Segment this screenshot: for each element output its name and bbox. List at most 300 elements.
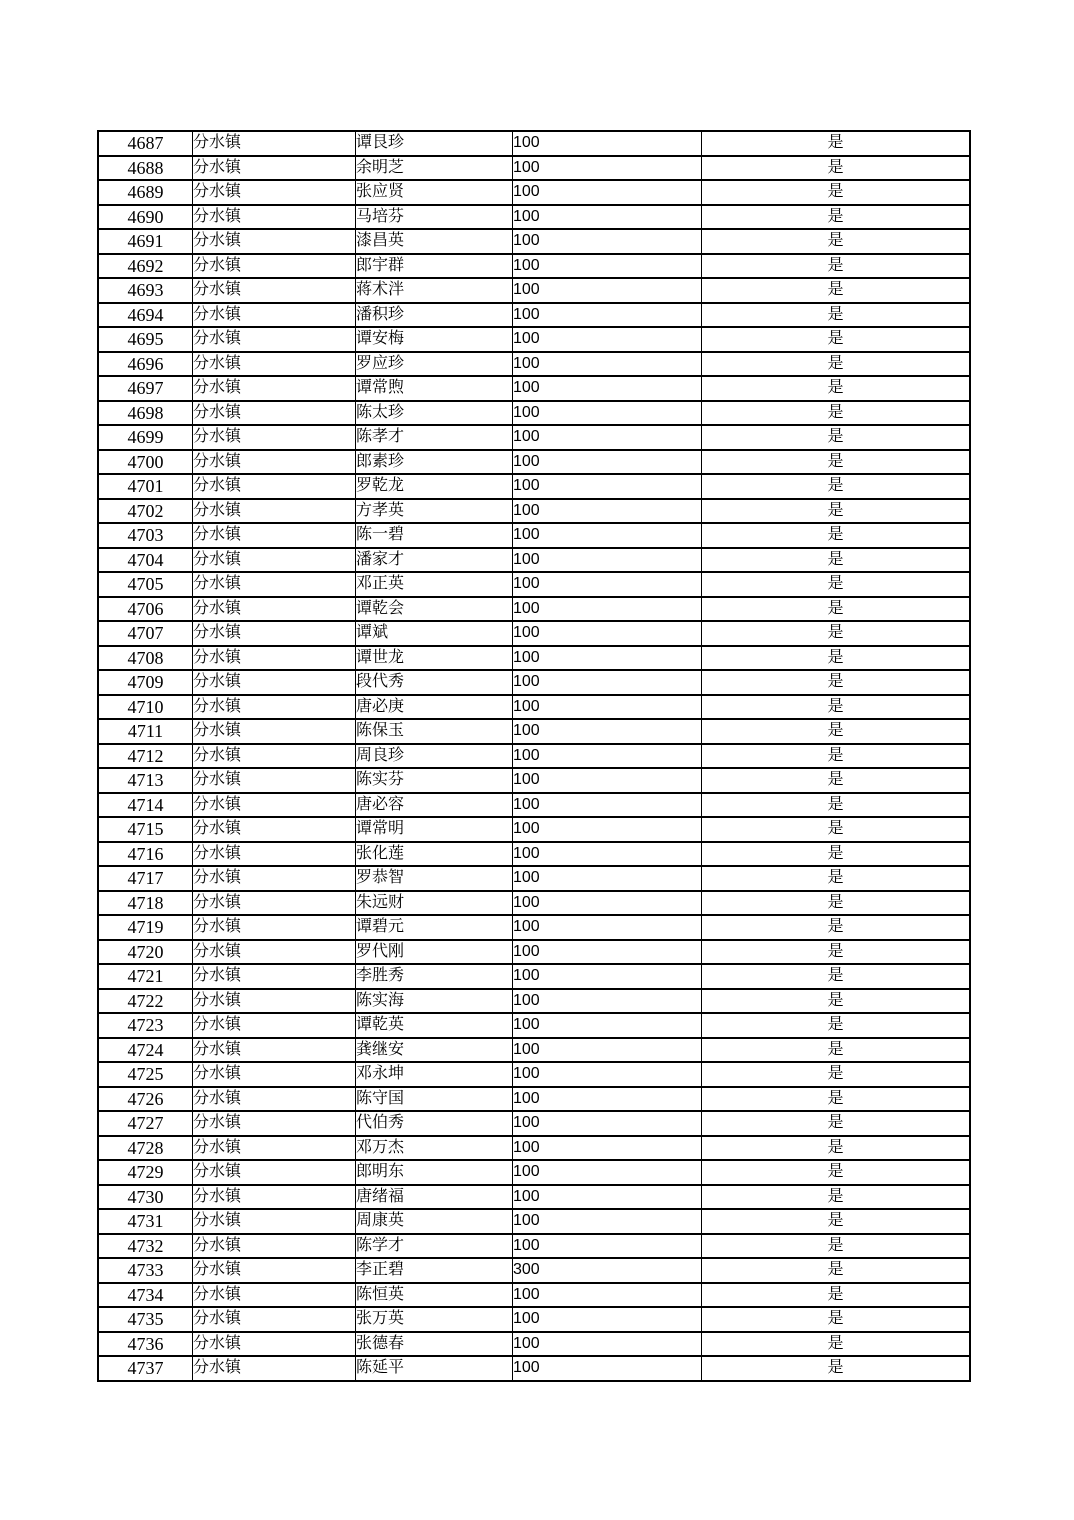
cell-confirm: 是: [702, 425, 971, 450]
cell-name: 谭世龙: [356, 646, 513, 671]
table-row: [98, 425, 970, 450]
cell-name: 邓正英: [356, 572, 513, 597]
cell-confirm: 是: [702, 842, 971, 867]
cell-confirm: 是: [702, 327, 971, 352]
cell-town: 分水镇: [193, 768, 356, 793]
cell-town: 分水镇: [193, 376, 356, 401]
cell-town: 分水镇: [193, 1111, 356, 1136]
table-row: [98, 401, 970, 426]
cell-name: 张万英: [356, 1307, 513, 1332]
table-row: [98, 156, 970, 181]
cell-id: 4732: [98, 1234, 193, 1259]
cell-name: 罗应珍: [356, 352, 513, 377]
cell-amount: 100: [513, 156, 702, 181]
cell-town: 分水镇: [193, 352, 356, 377]
cell-id: 4713: [98, 768, 193, 793]
cell-town: 分水镇: [193, 1160, 356, 1185]
cell-town: 分水镇: [193, 401, 356, 426]
cell-id: 4731: [98, 1209, 193, 1234]
cell-town: 分水镇: [193, 499, 356, 524]
cell-amount: 100: [513, 842, 702, 867]
cell-confirm: 是: [702, 719, 971, 744]
cell-confirm: 是: [702, 1160, 971, 1185]
table-row: [98, 793, 970, 818]
cell-id: 4708: [98, 646, 193, 671]
cell-name: 谭艮珍: [356, 131, 513, 156]
cell-id: 4704: [98, 548, 193, 573]
cell-town: 分水镇: [193, 1332, 356, 1357]
cell-name: 余明芝: [356, 156, 513, 181]
cell-amount: 100: [513, 572, 702, 597]
cell-name: 代伯秀: [356, 1111, 513, 1136]
cell-name: 郎宇群: [356, 254, 513, 279]
cell-amount: 100: [513, 303, 702, 328]
cell-confirm: 是: [702, 1136, 971, 1161]
cell-id: 4688: [98, 156, 193, 181]
cell-town: 分水镇: [193, 425, 356, 450]
cell-confirm: 是: [702, 180, 971, 205]
cell-name: 张应贤: [356, 180, 513, 205]
table-row: [98, 1038, 970, 1063]
cell-town: 分水镇: [193, 327, 356, 352]
table-row: [98, 1111, 970, 1136]
table-row: [98, 450, 970, 475]
cell-confirm: 是: [702, 1111, 971, 1136]
table-row: [98, 940, 970, 965]
cell-town: 分水镇: [193, 1283, 356, 1308]
table-row: [98, 205, 970, 230]
cell-confirm: 是: [702, 450, 971, 475]
cell-name: 谭常明: [356, 817, 513, 842]
cell-name: 方孝英: [356, 499, 513, 524]
cell-town: 分水镇: [193, 1356, 356, 1381]
cell-town: 分水镇: [193, 695, 356, 720]
cell-confirm: 是: [702, 548, 971, 573]
cell-name: 谭乾英: [356, 1013, 513, 1038]
cell-name: 陈学才: [356, 1234, 513, 1259]
cell-town: 分水镇: [193, 1038, 356, 1063]
cell-amount: 100: [513, 254, 702, 279]
cell-name: 马培芬: [356, 205, 513, 230]
table-row: [98, 744, 970, 769]
cell-id: 4710: [98, 695, 193, 720]
cell-confirm: 是: [702, 989, 971, 1014]
cell-id: 4702: [98, 499, 193, 524]
table-row: [98, 768, 970, 793]
cell-name: 陈延平: [356, 1356, 513, 1381]
cell-id: 4720: [98, 940, 193, 965]
cell-confirm: 是: [702, 695, 971, 720]
table-row: [98, 327, 970, 352]
cell-town: 分水镇: [193, 450, 356, 475]
table-row: [98, 1087, 970, 1112]
cell-town: 分水镇: [193, 254, 356, 279]
cell-name: 张化莲: [356, 842, 513, 867]
cell-confirm: 是: [702, 621, 971, 646]
table-row: [98, 670, 970, 695]
cell-town: 分水镇: [193, 866, 356, 891]
table-row: [98, 229, 970, 254]
cell-id: 4722: [98, 989, 193, 1014]
cell-name: 唐绪福: [356, 1185, 513, 1210]
cell-amount: 100: [513, 621, 702, 646]
cell-name: 潘家才: [356, 548, 513, 573]
cell-confirm: 是: [702, 768, 971, 793]
cell-amount: 100: [513, 768, 702, 793]
cell-id: 4717: [98, 866, 193, 891]
table-row: [98, 499, 970, 524]
table-row: [98, 303, 970, 328]
cell-amount: 100: [513, 131, 702, 156]
cell-name: 唐必容: [356, 793, 513, 818]
cell-confirm: 是: [702, 303, 971, 328]
cell-town: 分水镇: [193, 744, 356, 769]
cell-name: 朱远财: [356, 891, 513, 916]
cell-id: 4733: [98, 1258, 193, 1283]
cell-name: 陈实海: [356, 989, 513, 1014]
cell-confirm: 是: [702, 474, 971, 499]
table-row: [98, 646, 970, 671]
cell-id: 4687: [98, 131, 193, 156]
table-row: [98, 180, 970, 205]
cell-town: 分水镇: [193, 205, 356, 230]
cell-confirm: 是: [702, 793, 971, 818]
cell-amount: 100: [513, 670, 702, 695]
cell-town: 分水镇: [193, 793, 356, 818]
cell-confirm: 是: [702, 1356, 971, 1381]
table-row: [98, 1307, 970, 1332]
cell-confirm: 是: [702, 205, 971, 230]
cell-id: 4719: [98, 915, 193, 940]
cell-name: 陈实芬: [356, 768, 513, 793]
cell-confirm: 是: [702, 572, 971, 597]
cell-name: 罗代刚: [356, 940, 513, 965]
cell-town: 分水镇: [193, 964, 356, 989]
cell-amount: 100: [513, 1283, 702, 1308]
cell-amount: 100: [513, 1111, 702, 1136]
cell-name: 陈孝才: [356, 425, 513, 450]
cell-town: 分水镇: [193, 229, 356, 254]
cell-id: 4718: [98, 891, 193, 916]
cell-confirm: 是: [702, 1013, 971, 1038]
cell-amount: 100: [513, 229, 702, 254]
cell-confirm: 是: [702, 499, 971, 524]
table-row: [98, 131, 970, 156]
table-row: [98, 1356, 970, 1381]
cell-confirm: 是: [702, 1209, 971, 1234]
cell-amount: 100: [513, 940, 702, 965]
table-body: [98, 131, 970, 1381]
cell-town: 分水镇: [193, 670, 356, 695]
cell-confirm: 是: [702, 401, 971, 426]
cell-amount: 100: [513, 327, 702, 352]
cell-town: 分水镇: [193, 1209, 356, 1234]
cell-confirm: 是: [702, 1185, 971, 1210]
cell-name: 陈保玉: [356, 719, 513, 744]
table-row: [98, 1258, 970, 1283]
cell-id: 4689: [98, 180, 193, 205]
cell-id: 4726: [98, 1087, 193, 1112]
cell-town: 分水镇: [193, 156, 356, 181]
cell-id: 4691: [98, 229, 193, 254]
cell-id: 4695: [98, 327, 193, 352]
cell-amount: 100: [513, 474, 702, 499]
cell-confirm: 是: [702, 156, 971, 181]
cell-amount: 100: [513, 989, 702, 1014]
cell-id: 4727: [98, 1111, 193, 1136]
table-row: [98, 817, 970, 842]
cell-confirm: 是: [702, 1258, 971, 1283]
cell-id: 4690: [98, 205, 193, 230]
cell-name: 陈一碧: [356, 523, 513, 548]
cell-id: 4709: [98, 670, 193, 695]
cell-name: 邓永坤: [356, 1062, 513, 1087]
cell-amount: 100: [513, 793, 702, 818]
cell-town: 分水镇: [193, 646, 356, 671]
cell-amount: 100: [513, 1356, 702, 1381]
cell-confirm: 是: [702, 1283, 971, 1308]
cell-name: 漆昌英: [356, 229, 513, 254]
cell-confirm: 是: [702, 1234, 971, 1259]
cell-amount: 100: [513, 1013, 702, 1038]
cell-id: 4735: [98, 1307, 193, 1332]
cell-town: 分水镇: [193, 303, 356, 328]
cell-amount: 100: [513, 646, 702, 671]
cell-id: 4694: [98, 303, 193, 328]
cell-amount: 100: [513, 1307, 702, 1332]
cell-town: 分水镇: [193, 572, 356, 597]
cell-town: 分水镇: [193, 1258, 356, 1283]
cell-confirm: 是: [702, 229, 971, 254]
cell-confirm: 是: [702, 646, 971, 671]
cell-town: 分水镇: [193, 1185, 356, 1210]
table-row: [98, 1013, 970, 1038]
cell-town: 分水镇: [193, 842, 356, 867]
cell-amount: 100: [513, 376, 702, 401]
cell-name: 谭常煦: [356, 376, 513, 401]
cell-amount: 100: [513, 548, 702, 573]
table-row: [98, 548, 970, 573]
cell-town: 分水镇: [193, 597, 356, 622]
data-table: [97, 130, 971, 1382]
cell-confirm: 是: [702, 1038, 971, 1063]
cell-amount: 100: [513, 1160, 702, 1185]
cell-name: 段代秀: [356, 670, 513, 695]
cell-town: 分水镇: [193, 180, 356, 205]
cell-confirm: 是: [702, 352, 971, 377]
cell-id: 4736: [98, 1332, 193, 1357]
cell-amount: 100: [513, 597, 702, 622]
cell-town: 分水镇: [193, 523, 356, 548]
cell-name: 潘积珍: [356, 303, 513, 328]
cell-confirm: 是: [702, 523, 971, 548]
table-row: [98, 1136, 970, 1161]
cell-town: 分水镇: [193, 1062, 356, 1087]
cell-town: 分水镇: [193, 940, 356, 965]
cell-confirm: 是: [702, 1062, 971, 1087]
cell-amount: 100: [513, 1332, 702, 1357]
table-row: [98, 1062, 970, 1087]
cell-id: 4724: [98, 1038, 193, 1063]
cell-amount: 100: [513, 278, 702, 303]
cell-amount: 100: [513, 1087, 702, 1112]
table-row: [98, 352, 970, 377]
cell-name: 李胜秀: [356, 964, 513, 989]
table-row: [98, 278, 970, 303]
cell-id: 4706: [98, 597, 193, 622]
cell-id: 4705: [98, 572, 193, 597]
cell-name: 周康英: [356, 1209, 513, 1234]
cell-amount: 100: [513, 817, 702, 842]
cell-id: 4734: [98, 1283, 193, 1308]
cell-confirm: 是: [702, 964, 971, 989]
cell-name: 唐必庚: [356, 695, 513, 720]
cell-confirm: 是: [702, 744, 971, 769]
cell-amount: 100: [513, 964, 702, 989]
cell-id: 4703: [98, 523, 193, 548]
cell-town: 分水镇: [193, 621, 356, 646]
cell-id: 4692: [98, 254, 193, 279]
cell-name: 陈太珍: [356, 401, 513, 426]
cell-town: 分水镇: [193, 1136, 356, 1161]
cell-name: 罗乾龙: [356, 474, 513, 499]
cell-amount: 100: [513, 915, 702, 940]
cell-town: 分水镇: [193, 548, 356, 573]
cell-id: 4701: [98, 474, 193, 499]
cell-confirm: 是: [702, 940, 971, 965]
cell-amount: 100: [513, 1185, 702, 1210]
cell-amount: 100: [513, 401, 702, 426]
cell-id: 4737: [98, 1356, 193, 1381]
table-row: [98, 621, 970, 646]
cell-town: 分水镇: [193, 817, 356, 842]
cell-amount: 100: [513, 1209, 702, 1234]
cell-id: 4725: [98, 1062, 193, 1087]
table-row: [98, 1332, 970, 1357]
table-row: [98, 1185, 970, 1210]
cell-amount: 100: [513, 1136, 702, 1161]
cell-amount: 100: [513, 1234, 702, 1259]
cell-town: 分水镇: [193, 989, 356, 1014]
cell-name: 谭安梅: [356, 327, 513, 352]
cell-town: 分水镇: [193, 1013, 356, 1038]
cell-amount: 100: [513, 866, 702, 891]
cell-town: 分水镇: [193, 474, 356, 499]
cell-name: 张德春: [356, 1332, 513, 1357]
cell-confirm: 是: [702, 817, 971, 842]
table-row: [98, 695, 970, 720]
table-row: [98, 719, 970, 744]
cell-town: 分水镇: [193, 1087, 356, 1112]
cell-amount: 100: [513, 450, 702, 475]
cell-amount: 100: [513, 719, 702, 744]
cell-amount: 100: [513, 744, 702, 769]
cell-id: 4714: [98, 793, 193, 818]
cell-id: 4699: [98, 425, 193, 450]
cell-confirm: 是: [702, 891, 971, 916]
cell-name: 罗恭智: [356, 866, 513, 891]
table-row: [98, 1283, 970, 1308]
table-row: [98, 989, 970, 1014]
cell-amount: 100: [513, 695, 702, 720]
cell-id: 4723: [98, 1013, 193, 1038]
cell-id: 4712: [98, 744, 193, 769]
table-row: [98, 915, 970, 940]
table-row: [98, 891, 970, 916]
table-row: [98, 254, 970, 279]
cell-town: 分水镇: [193, 131, 356, 156]
table-row: [98, 376, 970, 401]
cell-id: 4728: [98, 1136, 193, 1161]
table-row: [98, 597, 970, 622]
table-row: [98, 866, 970, 891]
cell-id: 4696: [98, 352, 193, 377]
cell-town: 分水镇: [193, 915, 356, 940]
cell-amount: 100: [513, 523, 702, 548]
table-row: [98, 1234, 970, 1259]
cell-amount: 100: [513, 499, 702, 524]
cell-name: 谭乾会: [356, 597, 513, 622]
table-row: [98, 842, 970, 867]
table-row: [98, 964, 970, 989]
cell-id: 4707: [98, 621, 193, 646]
cell-amount: 100: [513, 891, 702, 916]
table-row: [98, 474, 970, 499]
cell-amount: 100: [513, 352, 702, 377]
table-row: [98, 572, 970, 597]
cell-id: 4700: [98, 450, 193, 475]
cell-name: 谭斌: [356, 621, 513, 646]
cell-town: 分水镇: [193, 1234, 356, 1259]
cell-confirm: 是: [702, 670, 971, 695]
cell-confirm: 是: [702, 597, 971, 622]
cell-name: 郎素珍: [356, 450, 513, 475]
cell-amount: 300: [513, 1258, 702, 1283]
cell-name: 李正碧: [356, 1258, 513, 1283]
cell-confirm: 是: [702, 1332, 971, 1357]
table-row: [98, 1160, 970, 1185]
cell-town: 分水镇: [193, 1307, 356, 1332]
cell-amount: 100: [513, 1038, 702, 1063]
cell-town: 分水镇: [193, 719, 356, 744]
cell-confirm: 是: [702, 376, 971, 401]
cell-amount: 100: [513, 205, 702, 230]
cell-confirm: 是: [702, 1087, 971, 1112]
cell-confirm: 是: [702, 254, 971, 279]
cell-name: 谭碧元: [356, 915, 513, 940]
cell-town: 分水镇: [193, 891, 356, 916]
cell-id: 4716: [98, 842, 193, 867]
cell-town: 分水镇: [193, 278, 356, 303]
cell-confirm: 是: [702, 278, 971, 303]
cell-id: 4721: [98, 964, 193, 989]
cell-id: 4693: [98, 278, 193, 303]
cell-confirm: 是: [702, 866, 971, 891]
cell-name: 陈恒英: [356, 1283, 513, 1308]
cell-amount: 100: [513, 425, 702, 450]
cell-amount: 100: [513, 1062, 702, 1087]
cell-name: 蒋术泮: [356, 278, 513, 303]
cell-id: 4715: [98, 817, 193, 842]
cell-id: 4698: [98, 401, 193, 426]
cell-confirm: 是: [702, 131, 971, 156]
table-row: [98, 1209, 970, 1234]
cell-confirm: 是: [702, 1307, 971, 1332]
cell-name: 龚继安: [356, 1038, 513, 1063]
cell-id: 4730: [98, 1185, 193, 1210]
cell-confirm: 是: [702, 915, 971, 940]
cell-amount: 100: [513, 180, 702, 205]
